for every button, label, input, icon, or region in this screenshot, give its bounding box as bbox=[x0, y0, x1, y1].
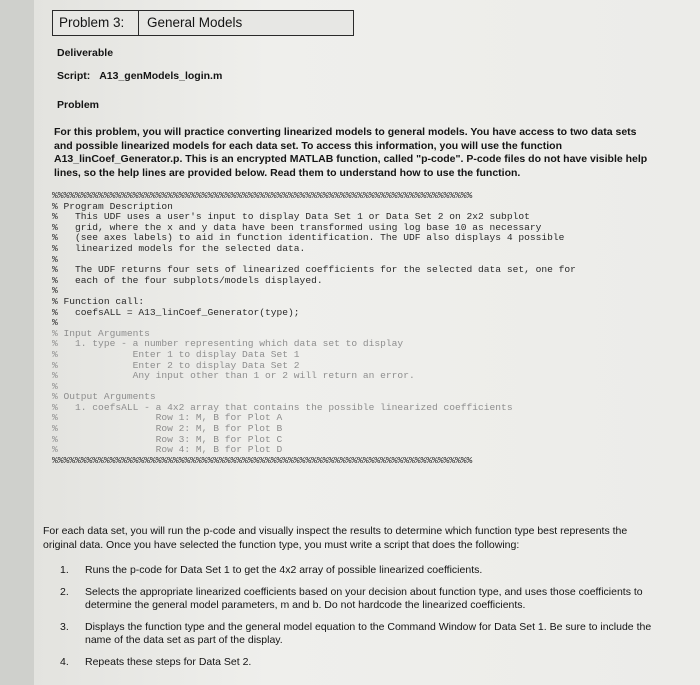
code-line: % linearized models for the selected data. bbox=[52, 242, 306, 254]
header-divider bbox=[138, 11, 139, 35]
code-line: % (see axes labels) to aid in function identification. The UDF also displays 4 possible bbox=[52, 232, 565, 244]
script-name: A13_genModels_login.m bbox=[99, 70, 223, 82]
code-line: % bbox=[52, 317, 58, 329]
code-line: % Enter 1 to display Data Set 1 bbox=[52, 348, 300, 360]
script-line bbox=[57, 69, 222, 83]
code-line: % Row 2: M, B for Plot B bbox=[52, 423, 283, 435]
step-number: 2. bbox=[60, 585, 69, 598]
code-line: % Enter 2 to display Data Set 2 bbox=[52, 359, 300, 371]
followup-paragraph: For each data set, you will run the p-code and visually inspect the results to determine which function type best represents the original data. Once you have selected the function type, you must write a script that does the following: bbox=[43, 525, 628, 551]
step-text: Runs the p-code for Data Set 1 to get the 4x2 array of possible linearized coefficients. bbox=[85, 564, 483, 576]
step-number: 1. bbox=[60, 564, 69, 576]
code-line: % Row 1: M, B for Plot A bbox=[52, 412, 283, 424]
step-number: 4. bbox=[60, 655, 69, 668]
code-line: % Row 3: M, B for Plot C bbox=[52, 433, 283, 445]
list-item bbox=[60, 586, 660, 613]
code-line: % bbox=[52, 380, 58, 392]
code-line: % Row 4: M, B for Plot D bbox=[52, 444, 283, 456]
code-line: % bbox=[52, 285, 58, 297]
code-line: % Any input other than 1 or 2 will return an error. bbox=[52, 370, 415, 382]
problem-heading: Problem bbox=[57, 99, 100, 111]
code-line: % each of the four subplots/models displayed. bbox=[52, 274, 323, 286]
code-line: % Output Arguments bbox=[52, 391, 156, 403]
help-text-code-block bbox=[52, 191, 652, 466]
code-line: % Function call: bbox=[52, 295, 145, 307]
problem-header bbox=[52, 10, 354, 36]
code-line: % 1. coefsALL - a 4x2 array that contains the possible linearized coefficients bbox=[52, 401, 513, 413]
step-text: Repeats these steps for Data Set 2. bbox=[85, 655, 252, 668]
problem-intro: For this problem, you will practice converting linearized models to general models. You have access to two data sets and possible linearized models for each data set. To access this information, you will use the function A13_linCoef_Generator.p. This is an encrypted MATLAB function, called "p-code". P-code files do not have visible help lines, so the help lines are provided below. Read them to understand how to use the function. bbox=[54, 126, 648, 179]
script-label: Script: bbox=[57, 70, 91, 82]
deliverable-heading: Deliverable bbox=[57, 47, 114, 59]
code-line: %%%%%%%%%%%%%%%%%%%%%%%%%%%%%%%%%%%%%%%%%%%%%%%%%%%%%%%%%%%%%%%%%%%%%%%%% bbox=[52, 454, 473, 466]
code-line: % Program Description bbox=[52, 200, 173, 212]
code-line: % This UDF uses a user's input to display Data Set 1 or Data Set 2 on 2x2 subplot bbox=[52, 211, 530, 223]
step-text: Displays the function type and the general model equation to the Command Window for Data Set 1. Be sure to include the name of the data set as part of the display. bbox=[85, 620, 652, 646]
code-line: % coefsALL = A13_linCoef_Generator(type); bbox=[52, 306, 300, 318]
problem-label: Problem 3: bbox=[59, 15, 125, 30]
list-item bbox=[60, 564, 660, 578]
code-line: % 1. type - a number representing which data set to display bbox=[52, 338, 404, 350]
list-item bbox=[60, 656, 660, 670]
code-line: % bbox=[52, 253, 58, 265]
step-number: 3. bbox=[60, 620, 69, 633]
step-text: Selects the appropriate linearized coefficients based on your decision about function type, and uses those coefficients to determine the general model parameters, m and b. Do not hardcode the linearized coefficients. bbox=[85, 585, 643, 611]
list-item bbox=[60, 621, 660, 648]
code-line: %%%%%%%%%%%%%%%%%%%%%%%%%%%%%%%%%%%%%%%%%%%%%%%%%%%%%%%%%%%%%%%%%%%%%%%%% bbox=[52, 190, 473, 201]
code-line: % The UDF returns four sets of linearized coefficients for the selected data set, one for bbox=[52, 264, 576, 276]
code-line: % Input Arguments bbox=[52, 327, 150, 339]
problem-name: General Models bbox=[147, 15, 243, 30]
steps-list bbox=[60, 564, 660, 677]
code-line: % grid, where the x and y data have been transformed using log base 10 as necessary bbox=[52, 221, 542, 233]
